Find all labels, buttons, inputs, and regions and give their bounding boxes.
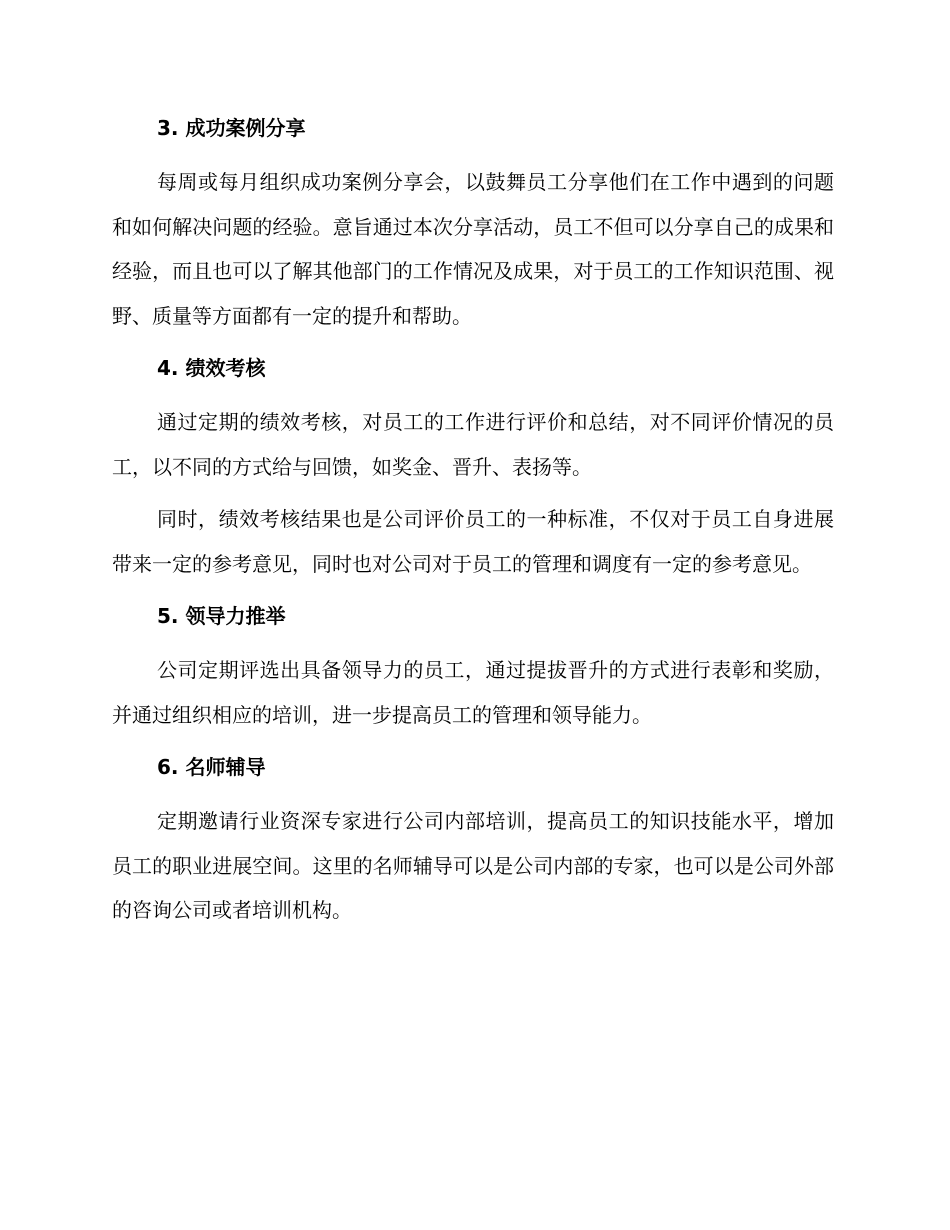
paragraph-performance-review-2: 同时，绩效考核结果也是公司评价员工的一种标准，不仅对于员工自身进展带来一定的参考意见，同时也对公司对于员工的管理和调度有一定的参考意见。 — [112, 507, 834, 576]
section-heading-mentorship: 6. 名师辅导 — [157, 755, 266, 779]
paragraph-leadership: 公司定期评选出具备领导力的员工，通过提拔晋升的方式进行表彰和奖励，并通过组织相应的培训，进一步提高员工的管理和领导能力。 — [112, 658, 834, 727]
section-heading-case-sharing: 3. 成功案例分享 — [157, 116, 306, 140]
document-body — [112, 110, 834, 945]
paragraph-mentorship: 定期邀请行业资深专家进行公司内部培训，提高员工的知识技能水平，增加员工的职业进展空间。这里的名师辅导可以是公司内部的专家，也可以是公司外部的咨询公司或者培训机构。 — [112, 809, 834, 922]
section-heading-performance-review: 4. 绩效考核 — [157, 356, 266, 380]
paragraph-case-sharing: 每周或每月组织成功案例分享会，以鼓舞员工分享他们在工作中遇到的问题和如何解决问题的经验。意旨通过本次分享活动，员工不但可以分享自己的成果和经验，而且也可以了解其他部门的工作情况及成果，对于员工的工作知识范围、视野、质量等方面都有一定的提升和帮助。 — [112, 170, 834, 328]
paragraph-performance-review-1: 通过定期的绩效考核，对员工的工作进行评价和总结，对不同评价情况的员工，以不同的方式给与回馈，如奖金、晋升、表扬等。 — [112, 410, 834, 479]
section-heading-leadership: 5. 领导力推举 — [157, 604, 286, 628]
